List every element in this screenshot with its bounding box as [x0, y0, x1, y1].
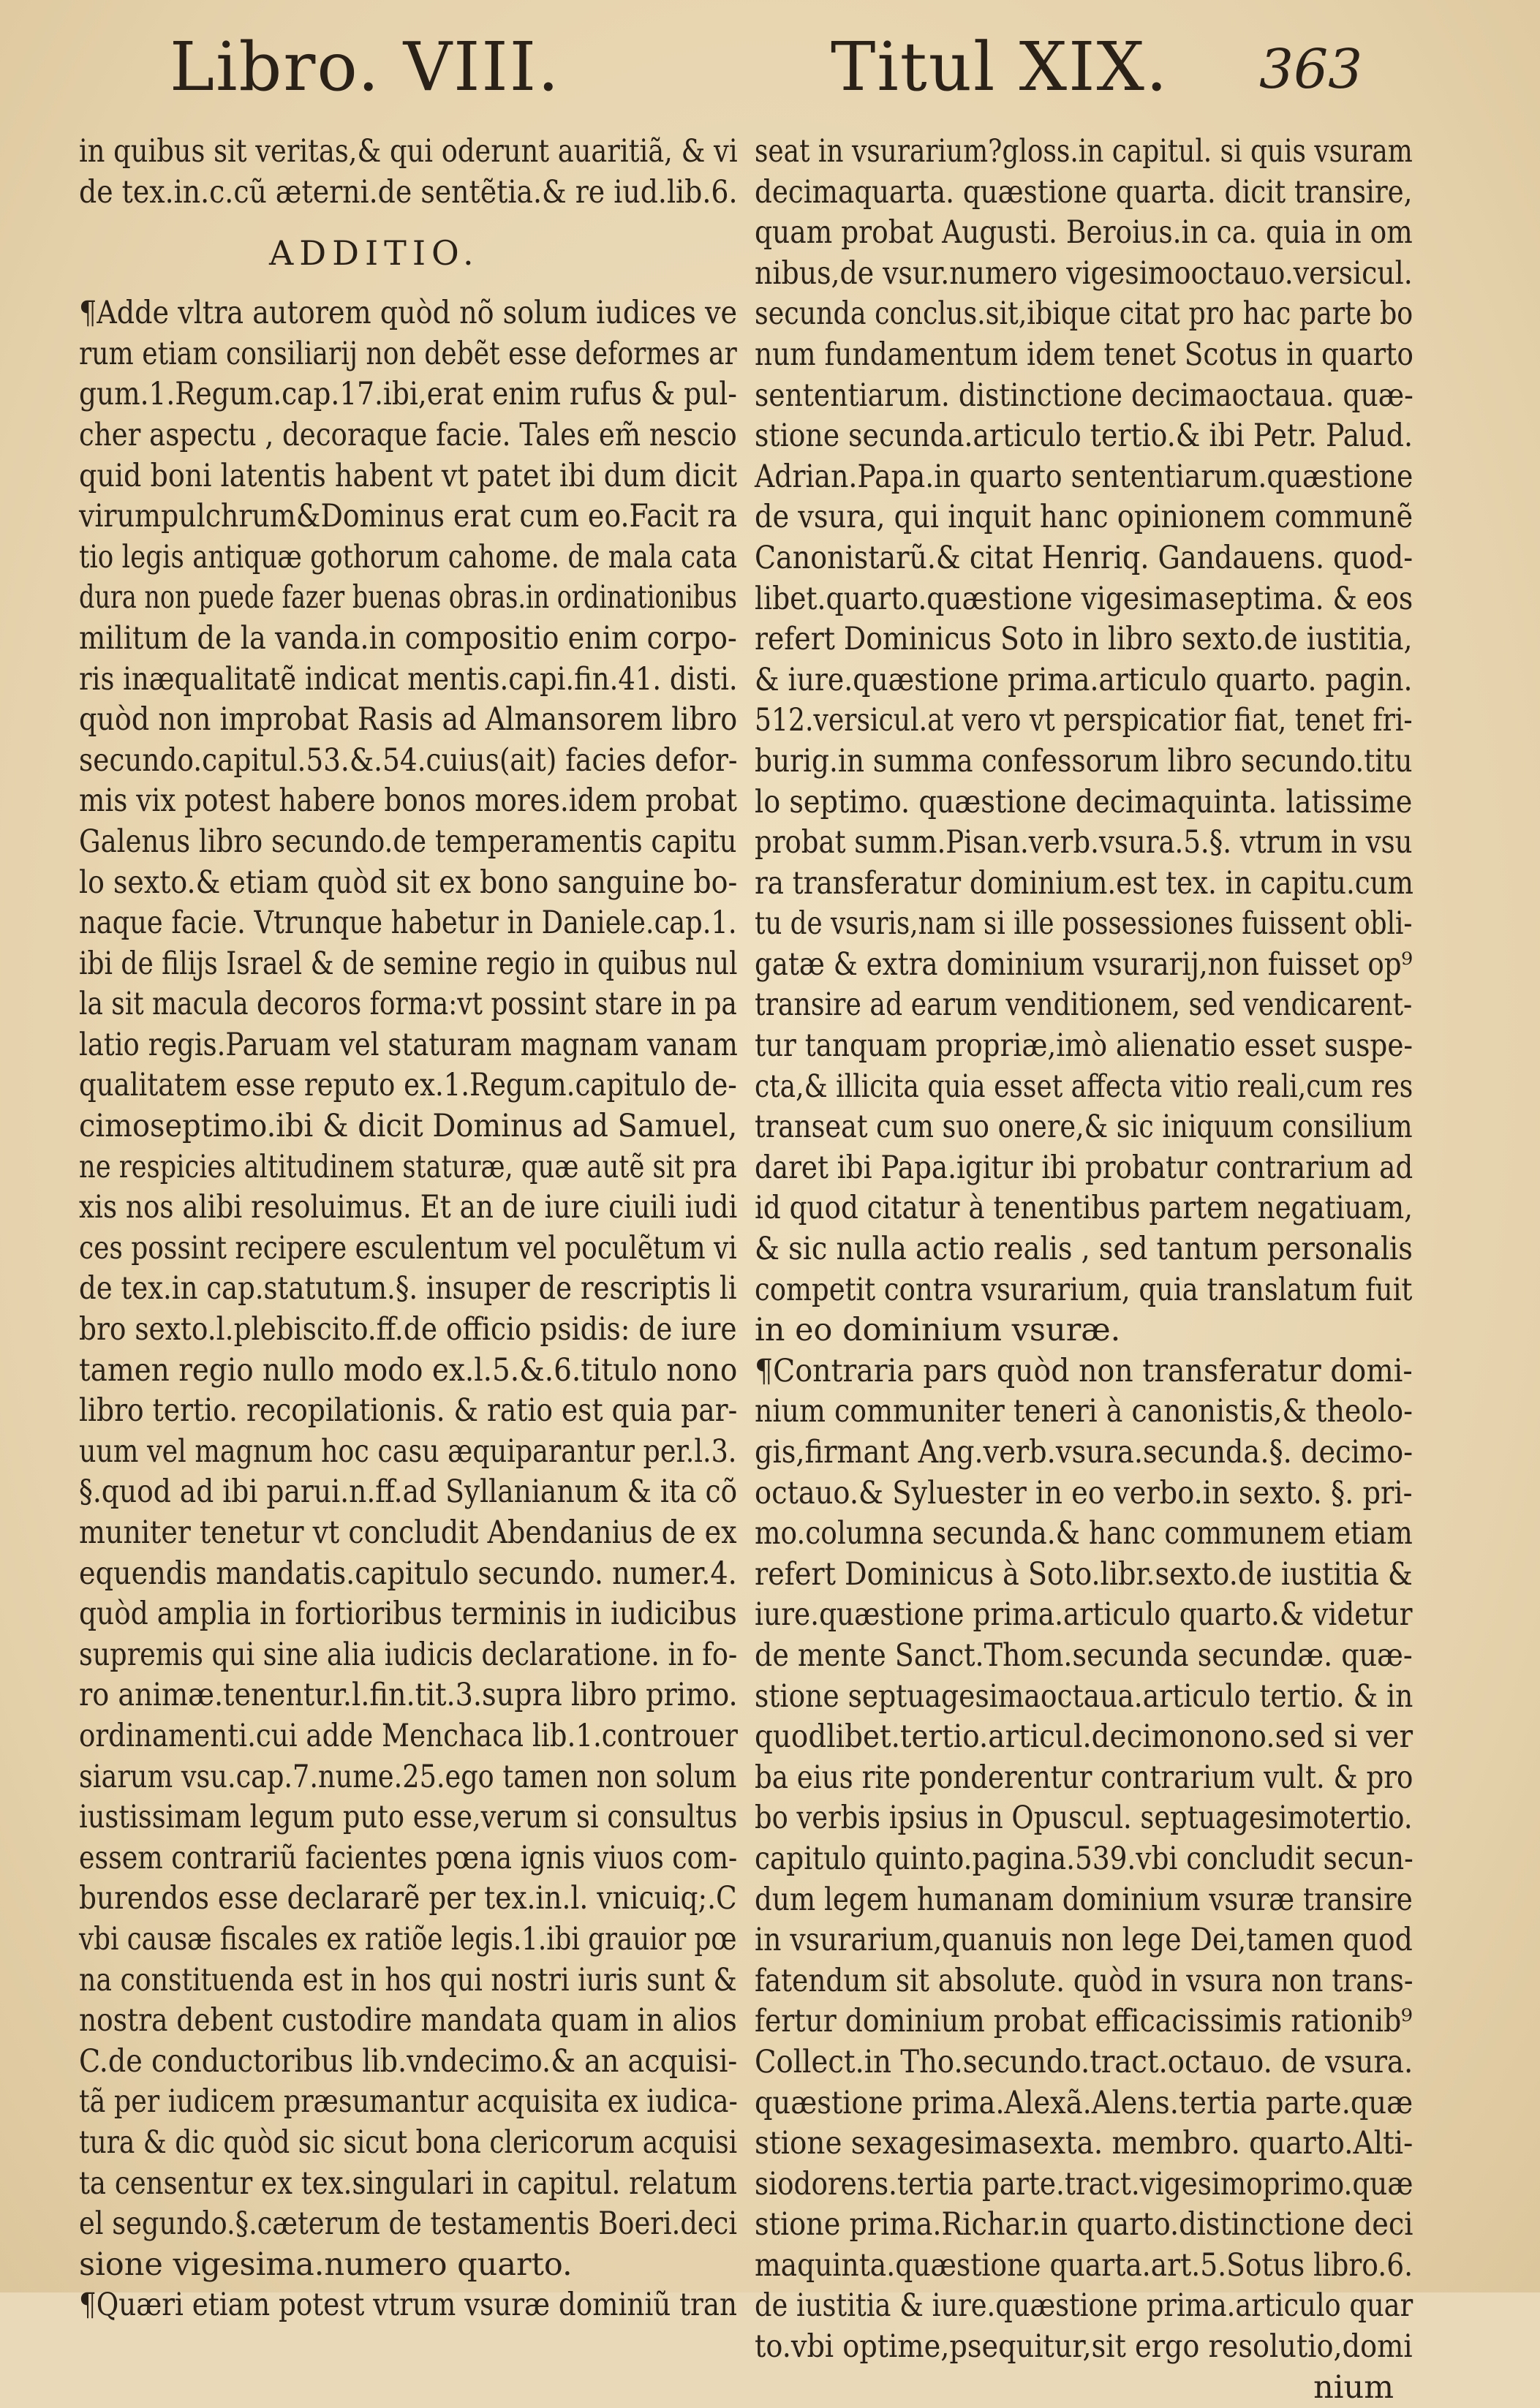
text-line: el segundo.§.cæterum de testamentis Boeri.deci: [79, 2205, 738, 2243]
text-line: la sit macula decoros forma:vt possint stare in pa: [79, 986, 737, 1023]
text-line: transire ad earum venditionem, sed vendicarent-: [755, 986, 1413, 1024]
left-column-intro: [79, 132, 737, 213]
text-line: nostra debent custodire mandata quam in alios: [79, 2002, 737, 2039]
text-line: ta censentur ex tex.singulari in capitul. relatum: [79, 2164, 737, 2202]
text-line: bro sexto.l.plebiscito.ff.de officio psidis: de iure: [79, 1311, 737, 1348]
text-line: cimoseptimo.ibi & dicit Dominus ad Samuel,: [79, 1108, 738, 1145]
text-line: quòd non improbat Rasis ad Almansorem libro: [79, 701, 738, 739]
text-line: ne respicies altitudinem staturæ, quæ autẽ sit pra: [79, 1148, 737, 1185]
text-line: libro tertio. recopilationis. & ratio est quia par-: [79, 1392, 738, 1430]
text-line: ra transferatur dominium.est tex. in capitu.cum: [755, 864, 1413, 902]
text-line: nibus,de vsur.numero vigesimooctauo.versicul.: [755, 254, 1413, 292]
text-line: virumpulchrum&Dominus erat cum eo.Facit ra: [79, 498, 738, 535]
text-line: quodlibet.tertio.articul.decimonono.sed si ver: [755, 1718, 1413, 1756]
additio-heading: ADDITIO.: [269, 233, 480, 273]
text-line: Adrian.Papa.in quarto sententiarum.quæstione: [755, 458, 1413, 495]
text-line: ordinamenti.cui adde Menchaca lib.1.controuer: [79, 1717, 738, 1754]
text-line: capitulo quinto.pagina.539.vbi concludit secun-: [755, 1840, 1413, 1877]
catchword: nium: [1313, 2369, 1394, 2406]
text-line: rum etiam consiliarij non debẽt esse deformes ar: [79, 335, 737, 372]
right-column: [755, 132, 1413, 2408]
text-line: de mente Sanct.Thom.secunda secundæ. quæ-: [755, 1637, 1413, 1674]
text-line: essem contrariũ facientes pœna ignis viuos com-: [79, 1839, 738, 1876]
text-line: in vsurarium,quanuis non lege Dei,tamen quod: [755, 1922, 1413, 1959]
text-line: ¶Contraria pars quòd non transferatur domi-: [755, 1352, 1413, 1389]
left-column-body: [79, 293, 737, 2326]
text-line: de tex.in cap.statutum.§. insuper de rescriptis li: [79, 1270, 737, 1307]
text-line: ¶Quæri etiam potest vtrum vsuræ dominiũ tran: [79, 2287, 738, 2324]
text-line: ces possint recipere esculentum vel poculẽtum vi: [79, 1229, 737, 1267]
text-line: ibi de filijs Israel & de semine regio in quibus nul: [79, 945, 738, 982]
text-line: stione septuagesimaoctaua.articulo tertio. & in: [755, 1677, 1413, 1715]
text-line: iure.quæstione prima.articulo quarto.& videtur: [755, 1596, 1413, 1634]
text-line: muniter tenetur vt concludit Abendanius de ex: [79, 1514, 737, 1551]
text-line: gis,firmant Ang.verb.vsura.secunda.§. decimo-: [755, 1434, 1413, 1471]
text-line: militum de la vanda.in compositio enim corpo-: [79, 619, 737, 657]
text-line: de tex.in.c.cũ æterni.de sentẽtia.& re iud.lib.6.: [79, 173, 738, 211]
text-line: bo verbis ipsius in Opuscul. septuagesimotertio.: [755, 1800, 1413, 1837]
text-line: stione sexagesimasexta. membro. quarto.Alti-: [755, 2125, 1413, 2162]
text-line: burig.in summa confessorum libro secundo.titu: [755, 742, 1413, 780]
text-line: maquinta.quæstione quarta.art.5.Sotus libro.6.: [755, 2246, 1413, 2284]
text-line: fertur dominium probat efficacissimis rationib⁹: [755, 2003, 1413, 2040]
text-line: seat in vsurarium?gloss.in capitul. si quis vsuram: [755, 133, 1413, 170]
text-line: & sic nulla actio realis , sed tantum personalis: [755, 1231, 1413, 1268]
text-line: na constituenda est in hos qui nostri iuris sunt &: [79, 1961, 737, 1999]
text-line: burendos esse declararẽ per tex.in.l. vnicuiq;.C: [79, 1880, 737, 1917]
text-line: secundo.capitul.53.&.54.cuius(ait) facies defor-: [79, 741, 738, 779]
text-line: cta,& illicita quia esset affecta vitio reali,cum res: [755, 1068, 1413, 1105]
text-line: siodorens.tertia parte.tract.vigesimoprimo.quæ: [755, 2165, 1413, 2203]
text-line: dura non puede fazer buenas obras.in ordinationibus: [79, 579, 737, 616]
text-line: octauo.& Syluester in eo verbo.in sexto. §. pri-: [755, 1474, 1413, 1511]
text-line: lo sexto.& etiam quòd sit ex bono sanguine bo-: [79, 864, 738, 901]
text-line: uum vel magnum hoc casu æquiparantur per.l.3.: [79, 1433, 737, 1470]
text-line: mis vix potest habere bonos mores.idem probat: [79, 782, 738, 820]
text-line: tu de vsuris,nam si ille possessiones fuissent obli-: [755, 905, 1413, 943]
text-line: decimaquarta. quæstione quarta. dicit transire,: [755, 173, 1413, 211]
text-line: iustissimam legum puto esse,verum si consultus: [79, 1799, 738, 1836]
text-line: nium communiter teneri à canonistis,& theolo-: [755, 1393, 1413, 1430]
text-line: tio legis antiquæ gothorum cahome. de mala cata: [79, 538, 738, 575]
right-column-body: [755, 132, 1413, 2368]
text-line: stione secunda.articulo tertio.& ibi Petr. Palud.: [755, 418, 1413, 455]
text-line: probat summ.Pisan.verb.vsura.5.§. vtrum in vsu: [755, 824, 1413, 861]
running-head-book: Libro. VIII.: [170, 28, 561, 106]
text-line: tura & dic quòd sic sicut bona clericorum acquisi: [79, 2124, 738, 2161]
text-line: cher aspectu , decoraque facie. Tales em̃ nescio: [79, 416, 737, 453]
text-line: fatendum sit absolute. quòd in vsura non trans-: [755, 1962, 1413, 1999]
text-line: vbi causæ fiscales ex ratiõe legis.1.ibi grauior pœ: [79, 1920, 737, 1958]
text-line: id quod citatur à tenentibus partem negatiuam,: [755, 1190, 1413, 1227]
text-line: & iure.quæstione prima.articulo quarto. pagin.: [755, 661, 1413, 698]
text-line: latio regis.Paruam vel staturam magnam vanam: [79, 1026, 738, 1063]
text-line: transeat cum suo onere,& sic iniquum consilium: [755, 1109, 1413, 1146]
text-line: in eo dominium vsuræ.: [755, 1312, 1121, 1349]
text-line: num fundamentum idem tenet Scotus in quarto: [755, 336, 1413, 373]
text-line: qualitatem esse reputo ex.1.Regum.capitulo de-: [79, 1067, 737, 1104]
text-line: mo.columna secunda.& hanc communem etiam: [755, 1515, 1413, 1552]
text-line: 512.versicul.at vero vt perspicatior fiat, tenet fri-: [755, 702, 1413, 739]
text-line: gum.1.Regum.cap.17.ibi,erat enim rufus & pul-: [79, 376, 737, 413]
text-line: sententiarum. distinctione decimaoctaua. quæ-: [755, 377, 1413, 414]
left-column: [79, 132, 737, 2326]
text-line: supremis qui sine alia iudicis declaratione. in fo-: [79, 1636, 738, 1673]
text-line: in quibus sit veritas,& qui oderunt auaritiã, & vi: [79, 133, 738, 170]
text-line: refert Dominicus à Soto.libr.sexto.de iustitia &: [755, 1555, 1413, 1593]
text-line: Galenus libro secundo.de temperamentis capitu: [79, 823, 737, 860]
text-line: sione vigesima.numero quarto.: [79, 2246, 573, 2283]
text-line: to.vbi optime,psequitur,sit ergo resolutio,domi: [755, 2328, 1413, 2366]
text-line: ris inæqualitatẽ indicat mentis.capi.fin.41. disti.: [79, 660, 738, 698]
text-line: competit contra vsurarium, quia translatum fuit: [755, 1271, 1413, 1308]
text-line: stione prima.Richar.in quarto.distinctione deci: [755, 2206, 1413, 2243]
text-line: Collect.in Tho.secundo.tract.octauo. de vsura.: [755, 2043, 1413, 2080]
text-line: Canonistarũ.& citat Henriq. Gandauens. quod-: [755, 539, 1413, 576]
text-line: tã per iudicem præsumantur acquisita ex iudica-: [79, 2083, 738, 2121]
text-line: xis nos alibi resoluimus. Et an de iure ciuili iudi: [79, 1189, 738, 1226]
text-line: dum legem humanam dominium vsuræ transire: [755, 1881, 1413, 1918]
text-line: naque facie. Vtrunque habetur in Daniele.cap.1.: [79, 905, 737, 942]
text-line: lo septimo. quæstione decimaquinta. latissime: [755, 783, 1413, 820]
text-line: ro animæ.tenentur.l.fin.tit.3.supra libro primo.: [79, 1677, 738, 1714]
text-line: §.quod ad ibi parui.n.ff.ad Syllanianum & ita cõ: [79, 1473, 738, 1511]
text-line: quam probat Augusti. Beroius.in ca. quia in om: [755, 214, 1413, 252]
text-line: C.de conductoribus lib.vndecimo.& an acquisi-: [79, 2042, 738, 2080]
text-line: equendis mandatis.capitulo secundo. numer.4.: [79, 1555, 737, 1592]
text-line: tur tanquam propriæ,imò alienatio esset suspe-: [755, 1027, 1413, 1065]
text-line: quòd amplia in fortioribus terminis in iudicibus: [79, 1596, 737, 1633]
text-line: secunda conclus.sit,ibique citat pro hac parte bo: [755, 295, 1413, 333]
running-head: [0, 28, 1540, 108]
text-line: daret ibi Papa.igitur ibi probatur contrarium ad: [755, 1149, 1413, 1186]
text-line: refert Dominicus Soto in libro sexto.de iustitia,: [755, 621, 1413, 658]
text-line: tamen regio nullo modo ex.l.5.&.6.titulo nono: [79, 1351, 738, 1389]
page-number: 363: [1259, 38, 1363, 101]
text-line: ba eius rite ponderentur contrarium vult. & pro: [755, 1759, 1413, 1796]
text-line: siarum vsu.cap.7.nume.25.ego tamen non solum: [79, 1758, 737, 1795]
text-line: quid boni latentis habent vt patet ibi dum dicit: [79, 457, 738, 494]
running-head-title: Titul XIX.: [831, 28, 1169, 106]
text-line: libet.quarto.quæstione vigesimaseptima. & eos: [755, 580, 1413, 617]
text-line: gatæ & extra dominium vsurarij,non fuisset op⁹: [755, 946, 1413, 983]
text-line: de vsura, qui inquit hanc opinionem communẽ: [755, 499, 1413, 536]
text-line: de iustitia & iure.quæstione prima.articulo quar: [755, 2287, 1413, 2325]
text-line: ¶Adde vltra autorem quòd nõ solum iudices ve: [79, 295, 738, 332]
text-line: quæstione prima.Alexã.Alens.tertia parte.quæ: [755, 2084, 1413, 2121]
